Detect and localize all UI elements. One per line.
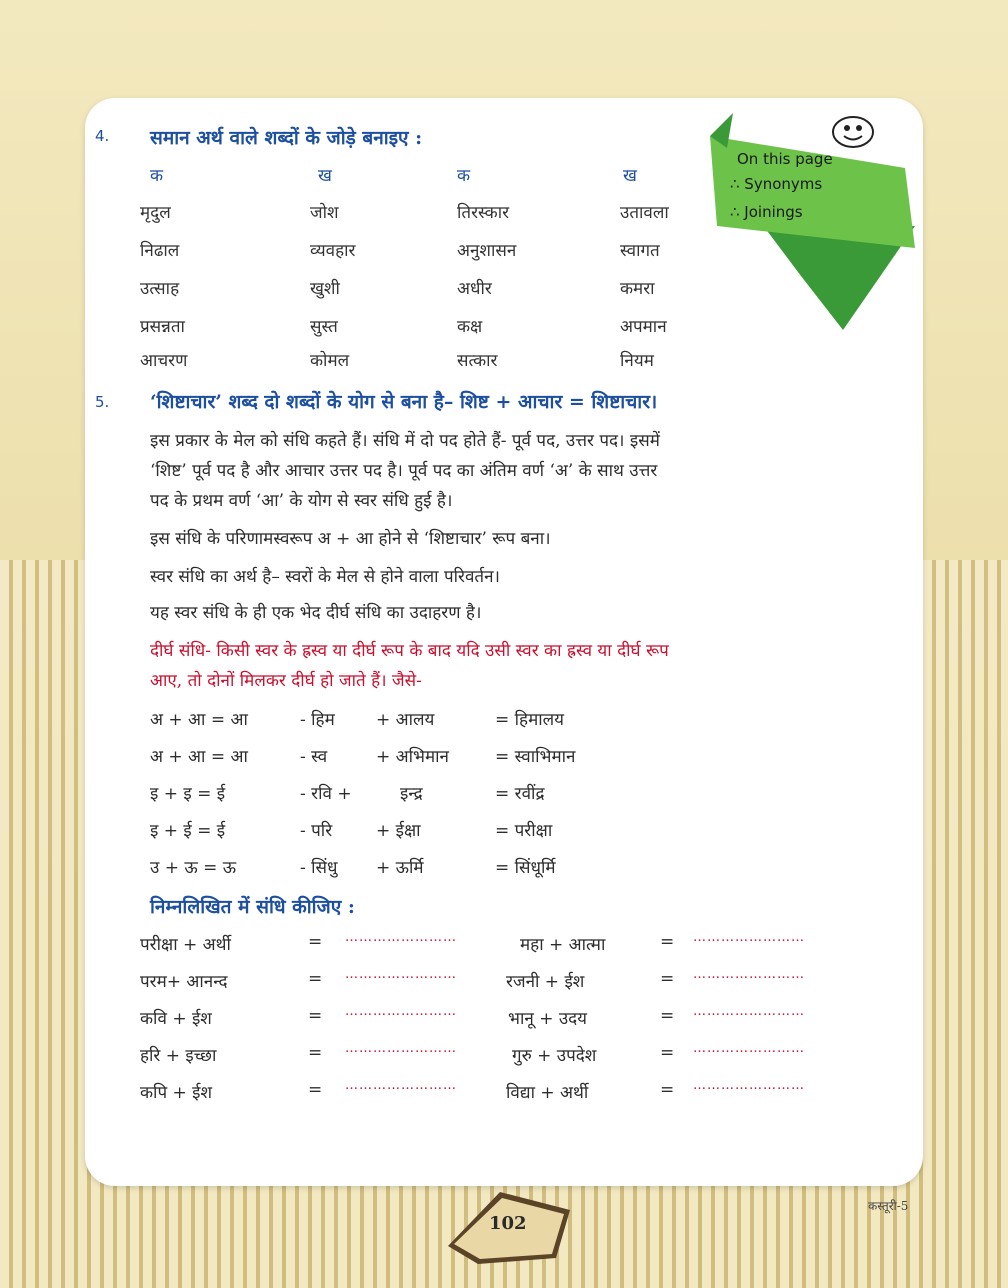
table-cell: सत्कार — [457, 351, 498, 371]
col-header: क — [150, 166, 164, 186]
exercise-eq: = — [308, 932, 323, 952]
table-cell: अपमान — [620, 317, 667, 337]
col-header: ख — [623, 166, 637, 186]
answer-blank[interactable]: …………………… — [693, 967, 805, 982]
answer-blank[interactable]: …………………… — [345, 1041, 457, 1056]
table-cell: प्रसन्नता — [140, 317, 185, 337]
example-result: = स्वाभिमान — [495, 747, 576, 767]
exercise-eq: = — [308, 969, 323, 989]
example-word1: - स्व — [300, 747, 328, 767]
answer-blank[interactable]: …………………… — [693, 1041, 805, 1056]
exercise-right: महा + आत्मा — [520, 935, 606, 955]
exercise-right: भानू + उदय — [508, 1009, 588, 1029]
table-cell: उतावला — [620, 203, 669, 223]
paragraph-line: स्वर संधि का अर्थ है– स्वरों के मेल से होने वाला परिवर्तन। — [150, 567, 500, 587]
answer-blank[interactable]: …………………… — [345, 1004, 457, 1019]
ribbon-banner — [705, 108, 920, 338]
table-cell: अधीर — [457, 279, 492, 299]
example-word1: - रवि + — [300, 784, 352, 804]
exercise-right: गुरु + उपदेश — [512, 1046, 597, 1066]
col-header: क — [457, 166, 471, 186]
table-cell: खुशी — [310, 279, 340, 299]
book-tag: कस्तूरी-5 — [868, 1199, 909, 1213]
answer-blank[interactable]: …………………… — [345, 967, 457, 982]
answer-blank[interactable]: …………………… — [693, 1078, 805, 1093]
table-cell: अनुशासन — [457, 241, 517, 261]
paragraph-line: यह स्वर संधि के ही एक भेद दीर्घ संधि का उदाहरण है। — [150, 603, 482, 623]
q5-title: ‘शिष्टाचार’ शब्द दो शब्दों के योग से बना है– शिष्ट + आचार = शिष्टाचार। — [150, 391, 658, 413]
exercise-eq: = — [660, 1043, 675, 1063]
exercise-eq: = — [308, 1006, 323, 1026]
table-cell: कक्ष — [457, 317, 483, 337]
exercise-title: निम्नलिखित में संधि कीजिए : — [150, 896, 355, 918]
answer-blank[interactable]: …………………… — [345, 1078, 457, 1093]
paragraph-line: ‘शिष्ट’ पूर्व पद है और आचार उत्तर पद है। पूर्व पद का अंतिम वर्ण ‘अ’ के साथ उत्तर — [150, 461, 658, 481]
example-word2: + ऊर्मि — [376, 858, 424, 878]
example-rule: इ + इ = ई — [150, 784, 226, 804]
table-cell: व्यवहार — [310, 241, 356, 261]
ribbon-item-joinings: ∴ Joinings — [730, 203, 803, 221]
example-result: = रवींद्र — [495, 784, 545, 804]
table-cell: कमरा — [620, 279, 655, 299]
smiley-icon — [828, 112, 878, 152]
table-cell: कोमल — [310, 351, 350, 371]
definition-line: दीर्घ संधि- किसी स्वर के ह्रस्व या दीर्घ रूप के बाद यदि उसी स्वर का ह्रस्व या दीर्घ रूप — [150, 641, 669, 661]
exercise-eq: = — [660, 1006, 675, 1026]
example-result: = हिमालय — [495, 710, 565, 730]
example-rule: अ + आ = आ — [150, 710, 248, 730]
example-rule: अ + आ = आ — [150, 747, 248, 767]
exercise-left: कवि + ईश — [140, 1009, 212, 1029]
paragraph-line: इस संधि के परिणामस्वरूप अ + आ होने से ‘शिष्टाचार’ रूप बना। — [150, 529, 551, 549]
example-result: = सिंधूर्मि — [495, 858, 556, 878]
example-word2: इन्द्र — [400, 784, 423, 804]
table-cell: नियम — [620, 351, 654, 371]
paragraph-line: इस प्रकार के मेल को संधि कहते हैं। संधि में दो पद होते हैं- पूर्व पद, उत्तर पद। इसमें — [150, 431, 660, 451]
example-word1: - हिम — [300, 710, 335, 730]
table-cell: सुस्त — [310, 317, 338, 337]
answer-blank[interactable]: …………………… — [693, 930, 805, 945]
exercise-left: हरि + इच्छा — [140, 1046, 217, 1066]
example-rule: इ + ई = ई — [150, 821, 226, 841]
question-number-4: 4. — [95, 127, 110, 145]
table-cell: स्वागत — [620, 241, 660, 261]
page-number: 102 — [489, 1213, 527, 1234]
exercise-left: परम+ आनन्द — [140, 972, 228, 992]
ribbon-item-synonyms: ∴ Synonyms — [730, 175, 823, 193]
exercise-eq: = — [660, 932, 675, 952]
table-cell: जोश — [310, 203, 339, 223]
example-result: = परीक्षा — [495, 821, 553, 841]
example-word2: + आलय — [376, 710, 435, 730]
exercise-eq: = — [308, 1080, 323, 1100]
example-word2: + ईक्षा — [376, 821, 421, 841]
example-word1: - परि — [300, 821, 333, 841]
col-header: ख — [318, 166, 332, 186]
exercise-left: कपि + ईश — [140, 1083, 213, 1103]
example-word1: - सिंधु — [300, 858, 338, 878]
paragraph-line: पद के प्रथम वर्ण ‘आ’ के योग से स्वर संधि हुई है। — [150, 491, 453, 511]
ribbon-title: On this page — [737, 150, 833, 168]
exercise-right: रजनी + ईश — [506, 972, 585, 992]
exercise-eq: = — [308, 1043, 323, 1063]
exercise-eq: = — [660, 969, 675, 989]
definition-line: आए, तो दोनों मिलकर दीर्घ हो जाते हैं। जैसे- — [150, 671, 422, 691]
table-cell: आचरण — [140, 351, 188, 371]
exercise-eq: = — [660, 1080, 675, 1100]
example-word2: + अभिमान — [376, 747, 449, 767]
table-cell: उत्साह — [140, 279, 180, 299]
table-cell: निढाल — [140, 241, 180, 261]
question-number-5: 5. — [95, 393, 110, 411]
answer-blank[interactable]: …………………… — [345, 930, 457, 945]
q4-title: समान अर्थ वाले शब्दों के जोड़े बनाइए : — [150, 127, 423, 149]
example-rule: उ + ऊ = ऊ — [150, 858, 237, 878]
answer-blank[interactable]: …………………… — [693, 1004, 805, 1019]
table-cell: मृदुल — [140, 203, 171, 223]
exercise-right: विद्या + अर्थी — [506, 1083, 589, 1103]
exercise-left: परीक्षा + अर्थी — [140, 935, 231, 955]
table-cell: तिरस्कार — [457, 203, 510, 223]
